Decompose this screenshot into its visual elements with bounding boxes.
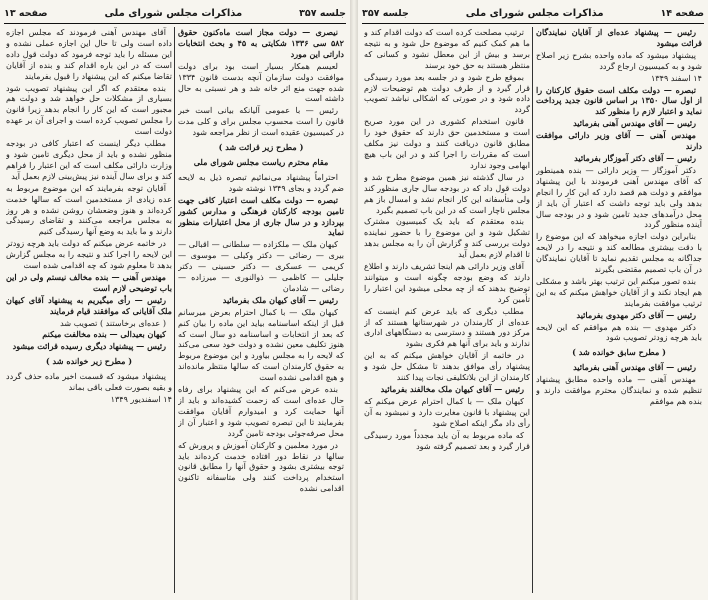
text-paragraph: پیشنهاد میشود که ماده واحده بشرح زیر اصلاح شود و به کمیسیون ارجاع گردد [536, 49, 702, 71]
page-number: صفحه ۱۳ [4, 7, 48, 19]
text-column-right [536, 27, 702, 599]
text-paragraph: در خاتمه از آقایان خواهش میکنم که به این پیشنهاد رأی موافق بدهند تا مشکل حل شود و کارمندان از این بلاتکلیفی نجات پیدا کنند [364, 350, 530, 383]
page-header [4, 4, 346, 22]
text-paragraph: بنده عرض می‌کنم که این پیشنهاد برای رفاه حال عده‌ای است که زحمت کشیده‌اند و باید از آنها حمایت کرد و امیدوارم آقایان موافقت بفرمایند تا این تبصره تصویب شود و اعتبار آن از محل صرفه‌جوئی بودجه تامین گردد [178, 384, 344, 438]
text-paragraph: ترتیب مصلحت کرده است که دولت اقدام کند و ما هم کمک کنیم که موضوع حل شود و به نتیجه برسد و بیش از این معطل نشود و کسانی که منتظر هستند به حق خود برسند [364, 27, 530, 70]
page-title: مذاکرات مجلس شورای ملی [465, 7, 604, 19]
speaker-paragraph: کیهان بعیدالی — بنده مخالفت میکنم [42, 329, 166, 340]
text-column-left [364, 27, 530, 599]
text-paragraph: مطلب دیگری که باید عرض کنم اینست که عده‌ای از کارمندان در شهرستانها هستند که از مرکز دور هستند و دسترسی به دستگاههای اداری ندارند و باید برای آنها هم فکری بشود [364, 305, 530, 349]
date-line: ۱۴ اسفند ۱۳۴۹ [650, 72, 702, 83]
centered-note: مقام محترم ریاست مجلس شورای ملی [193, 156, 329, 167]
text-paragraph: رئیس — با عمومی آلیانکه بیانی است خبر قانون را است محسوب مجلس برای و کلی مدت در کمیسیون عقیده است از نظر مراجعه شود [178, 105, 344, 138]
speaker-paragraph: مهندس آهنی — بنده مخالف نیستم ولی در این باب توضیحی لازم است [6, 271, 172, 293]
session-number: جلسه ۳۵۷ [362, 7, 409, 19]
text-paragraph: بنده تصور میکنم این ترتیب بهتر باشد و مشکلی هم ایجاد نکند و از آقایان خواهش میکنم که به این ترتیب موافقت بفرمایند [536, 275, 702, 308]
text-paragraph: ( عده‌ای برخاستند ) تصویب شد [60, 317, 166, 328]
column-divider [532, 27, 533, 593]
speaker-paragraph: تبصره — دولت مکلف است اعتبار کافی جهت تامین بودجه کارکنان فرهنگی و مدارس کشور بپردازد و در سال جاری از محل اعتبارات منظور نماید [178, 194, 344, 238]
text-paragraph: احتراماً پیشنهاد می‌نمائیم تبصره ذیل به لایحه ضم گردد و بجای ۱۳۴۹ نوشته شود [178, 171, 344, 193]
speaker-paragraph: رئیس — رأی میگیریم به پیشنهاد آقای کیهان ملک آقایانی که موافقند قیام فرمایند [6, 294, 172, 316]
page-header [362, 4, 704, 22]
text-paragraph: کیهان ملک — با کمال احترام عرض میکنم که این پیشنهاد با قانون مغایرت دارد و نمیشود به آن رأی داد مگر اینکه اصلاح شود [364, 395, 530, 428]
text-paragraph: در خاتمه عرض میکنم که دولت باید هرچه زودتر این لایحه را اجرا کند و نتیجه را به مجلس گزارش بدهد تا معلوم شود که چه اقدامی شده است [6, 238, 172, 271]
speaker-paragraph: رئیس — آقای مهندس آهنی بفرمائید [573, 118, 696, 129]
speaker-paragraph: رئیس — آقای دکتر آموزگار بفرمائید [574, 152, 696, 163]
speaker-paragraph: رئیس — آقای کیهان ملک مخالفند بفرمائید [380, 384, 524, 394]
page-title: مذاکرات مجلس شورای ملی [104, 7, 243, 19]
text-paragraph: آقای وزیر دارائی هم اینجا تشریف دارند و اطلاع دارند که وضع بودجه چگونه است و میتوانند توضیح بدهند که از چه محلی میشود این اعتبار را تأمین کرد [364, 261, 530, 304]
speaker-paragraph: رئیس — آقای کیهان ملک بفرمائید [222, 294, 338, 305]
header-rule [4, 23, 346, 24]
text-paragraph: در سال گذشته نیز همین موضوع مطرح شد و دولت قول داد که در بودجه سال جاری منظور کند ولی متأسفانه این کار انجام نشد و امسال باز هم مجلس ناچار است که در این باب تصمیم بگیرد [364, 171, 530, 215]
text-paragraph: مطلب دیگر اینست که اعتبار کافی در بودجه منظور نشده و باید از محل دیگری تامین شود و وزارت دارائی مکلف است که این اعتبار را فراهم کند و برای سال آینده نیز پیش‌بینی لازم بعمل آید [6, 138, 172, 181]
text-paragraph: کیهان ملک — با کمال احترام بعرض میرسانم قبل از اینکه اساسنامه بیاید این ماده را بیان کنم که بعد از انتخابات و اساسنامه دو سال است که هنوز تکلیف معین نشده و دولت خود سعی می‌کند که لایحه را به مجلس بیاورد و این موضوع مربوط به حقوق کارمندان است که سالها منتظر مانده‌اند و هیچ اقدامی نشده است [178, 306, 344, 383]
text-paragraph: پیشنهاد میشود که قسمت اخیر ماده حذف گردد و بقیه بصورت فعلی باقی بماند [6, 371, 172, 393]
speaker-paragraph: رئیس — پیشنهاد عده‌ای از آقایان نمایندگان قرائت میشود [536, 27, 702, 48]
text-paragraph: قانون استخدام کشوری در این مورد صریح است و مستخدمین حق دارند که حقوق خود را مطابق قانون دریافت کنند و دولت نیز مکلف است که مقررات را اجرا کند و در این باب هیچ ابهامی وجود ندارد [364, 116, 530, 170]
text-paragraph: بنده معتقدم که اگر این پیشنهاد تصویب شود بسیاری از مشکلات حل خواهد شد و دولت هم مجبور است که این کار را انجام بدهد زیرا قانون را مجلس تصویب کرده است و اجرای آن بر عهده دولت است [6, 82, 172, 137]
centered-note: ( مطرح زیر خوانده شد ) [45, 356, 133, 367]
speaker-paragraph: رئیس — پیشنهاد دیگری رسیده قرائت میشود [12, 341, 166, 352]
session-number: جلسه ۳۵۷ [299, 7, 346, 19]
centered-note: ( مطرح سابق خوانده شد ) [572, 347, 666, 358]
text-column-left [6, 27, 172, 599]
text-paragraph: دکتر مهدوی — بنده هم موافقم که این لایحه باید هرچه زودتر تصویب شود [536, 321, 702, 343]
text-paragraph: آقایان توجه بفرمایند که این موضوع مربوط به عده زیادی از مستخدمین است که سالها خدمت کرده‌اند و هنوز وضعشان روشن نشده و هر روز به مجلس مراجعه می‌کنند و تقاضای رسیدگی دارند و ما باید به وضع آنها رسیدگی کنیم [6, 182, 172, 237]
text-paragraph: لعیسم همکار بسیار است بود برای دولت موافقت دولت سازمان آنچه بدست قانون ۱۳۳۴ شده جهت منع اثر خانه شد و هر نسبتی به حال داشته است [178, 60, 344, 104]
book-gutter [350, 0, 358, 600]
speaker-paragraph: رئیس — آقای مهندس آهنی بفرمائید [573, 362, 696, 373]
column-divider [174, 27, 175, 593]
text-paragraph: که ماده مربوط به آن باید مجدداً مورد رسیدگی قرار گیرد و بعد تصمیم گرفته شود [364, 429, 530, 451]
speaker-paragraph: نیصری — دولت مجاز است ماه‌کنون حقوق ۵۸۲ سی ۱۳۳۶ شکایتی به ۴۵ و بحث انتخابات داراتی این مورد [178, 27, 344, 59]
text-paragraph: بنده معتقدم که باید یک کمیسیون مشترک تشکیل شود و این موضوع را با حضور نماینده دولت بررسی کند و گزارش آن را به مجلس بدهد تا اقدام لازم بعمل آید [364, 216, 530, 260]
text-paragraph: آقای مهندس آهنی فرمودند که مجلس اجازه داده است ولی تا حال این اجازه عملی نشده و این مسئله را باید توجه فرمود که دولت قول داده است که در این باره اقدام کند و بنده از آقایان تقاضا میکنم که این پیشنهاد را قبول بفرمایند [6, 27, 172, 81]
centered-note: ( مطرح زیر قرائت شد ) [218, 142, 304, 153]
speaker-paragraph: رئیس — آقای دکتر مهدوی بفرمائید [576, 309, 696, 320]
text-paragraph: کیهان ملک — ملکزاده — سلطانی — اقبالی — بیری — رضائی — دکتر وکیلی — موسوی — کریمی — عسکری — دکتر حسینی — دکتر جلیلی — کاظمی — ذوالنوری — میرزاده — رضائی — شادمان [178, 239, 344, 293]
text-paragraph: بنابراین دولت اجازه میخواهد که این موضوع را با دقت بیشتری مطالعه کند و نتیجه را در لایحه جداگانه به مجلس تقدیم نماید تا آقایان نمایندگان در آن باب تصمیم مقتضی بگیرند [536, 231, 702, 275]
text-column-right [178, 27, 344, 599]
speaker-paragraph: مهندس آهنی — آقای وزیر دارائی موافقت دارند [536, 130, 702, 152]
header-rule [362, 23, 704, 24]
text-paragraph: مهندس آهنی — ماده واحده مطابق پیشنهاد تنظیم شده و نمایندگان محترم موافقت دارند و بنده هم موافقم [536, 374, 702, 406]
date-line: ۱۴ اسفندیور ۱۳۴۹ [110, 394, 172, 404]
speaker-paragraph: تبصره — دولت مکلف است حقوق کارکنان را از اول سال ۱۳۵۰ بر اساس قانون جدید پرداخت نماید و اعتبار لازم را منظور کند [536, 84, 702, 117]
page-right [358, 0, 708, 600]
text-paragraph: دکتر آموزگار — وزیر دارائی — بنده همینطور که آقای مهندس آهنی فرمودند با این پیشنهاد موافقم و دولت هم قصد دارد که این کار را انجام بدهد ولی باید توجه داشت که اعتبار آن باید از محل درآمدهای جدید تامین شود و در بودجه سال آینده منظور گردد [536, 164, 702, 230]
text-paragraph: در مورد معلمین و کارکنان آموزش و پرورش که سالها در نقاط دور افتاده خدمت کرده‌اند باید توجه بیشتری بشود و حقوق آنها را مطابق قانون استخدام پرداخت کنند ولی متاسفانه تاکنون اقدامی نشده [178, 439, 344, 494]
page-left [0, 0, 350, 600]
text-paragraph: بموقع طرح شود و در جلسه بعد مورد رسیدگی قرار گیرد و از طرف دولت هم توضیحات لازم داده شود و در صورتی که اشکالی نباشد تصویب گردد [364, 71, 530, 115]
page-number: صفحه ۱۴ [660, 7, 704, 19]
